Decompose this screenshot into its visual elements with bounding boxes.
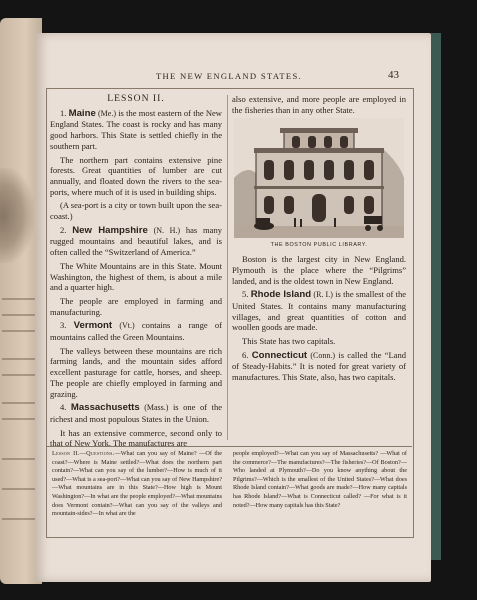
body-paragraph: The northern part contains extensive pine forests. Great quantities of lumber are cut annually, and floated down the rivers to the sea-ports, where much of it is used in building ships. — [50, 154, 222, 197]
boston-library-engraving — [234, 118, 404, 238]
state-name-new-hampshire: New Hampshire — [72, 224, 148, 236]
body-text: contains a range of mountains called the Green Mountains. — [50, 320, 222, 343]
state-abbr: (Conn.) — [310, 350, 336, 360]
section-number: 5. — [242, 289, 249, 300]
state-name-rhode-island: Rhode Island — [250, 289, 312, 301]
new-hampshire-paragraph — [50, 225, 222, 258]
massachusetts-paragraph — [50, 402, 222, 424]
facing-text-fragment — [2, 518, 36, 520]
page-number: 43 — [388, 69, 399, 81]
rhode-island-paragraph — [232, 289, 406, 333]
facing-page-illustration — [0, 168, 34, 263]
body-paragraph: This State has two capitals. — [242, 336, 336, 347]
facing-text-fragment — [2, 418, 36, 420]
right-column — [232, 94, 406, 386]
section-number: 6. — [242, 349, 249, 360]
section-number: 3. — [60, 320, 67, 331]
state-name-maine: Maine — [68, 107, 96, 119]
body-text: is one of the richest and most populous States in the Union. — [50, 402, 223, 424]
body-paragraph: The valleys between these mountains are rich farming lands, and the mountain sides afford excellent pasturage for cattle, horses, and sheep. The people are chiefly employed in farming and grazing. — [50, 345, 222, 399]
questions-left — [52, 450, 222, 519]
state-name-massachusetts: Massachusetts — [70, 402, 140, 414]
questions-text: —What can you say of Maine? —Of the coast?—Where is Maine settled?—What does the northern part contain?—What can you say of the lumber?—How is much of it used?—What is a sea-port?—What can you say of New Hampshire?—What mountains are in this State?—How high is Mount Washington?—In what are the people employed?—What mountains does Vermont contain?—What can you say of the valleys and mountain-sides?—In what are the — [52, 450, 222, 518]
facing-text-fragment — [2, 374, 36, 376]
body-text: is called the “Land of Steady-Habits.” It is noted for great variety of manufactures. This State, also, has two capitals. — [232, 349, 407, 383]
body-text: has many rugged mountains and beautiful lakes, and is often called the “Switzerland of America.” — [50, 224, 222, 258]
facing-text-fragment — [2, 488, 36, 490]
facing-text-fragment — [2, 330, 36, 332]
body-text: is the most eastern of the New England States. The coast is rocky and has many good harbors. This State is settled chiefly in the southern part. — [50, 107, 222, 151]
maine-paragraph — [50, 108, 222, 152]
facing-text-fragment — [2, 298, 36, 300]
state-name-vermont: Vermont — [73, 320, 113, 332]
vermont-paragraph — [50, 320, 222, 342]
state-abbr: (N. H.) — [153, 225, 181, 235]
facing-text-fragment — [2, 458, 36, 460]
section-number: 1. — [60, 107, 67, 118]
book-spine — [431, 33, 441, 560]
running-head: THE NEW ENGLAND STATES. — [155, 71, 302, 81]
questions-heading: Lesson II.—Questions. — [52, 450, 115, 457]
body-text: is the smallest of the United States. It contains many manufacturing villages, and great quantities of cotton and woollen goods are made. — [232, 289, 407, 333]
section-number: 4. — [60, 402, 67, 413]
state-abbr: (Me.) — [98, 108, 116, 118]
left-column — [50, 94, 222, 452]
body-paragraph: The White Mountains are in this State. Mount Washington, the highest of them, is about a mile and a quarter high. — [50, 260, 222, 293]
facing-text-fragment — [2, 402, 36, 404]
lesson-title: LESSON II. — [107, 93, 165, 104]
body-paragraph: The people are employed in farming and manufacturing. — [50, 295, 222, 317]
illustration-caption: THE BOSTON PUBLIC LIBRARY. — [270, 242, 368, 249]
body-paragraph: (A sea-port is a city or town built upon the sea-coast.) — [50, 200, 222, 222]
facing-text-fragment — [2, 314, 36, 316]
section-number: 2. — [60, 224, 67, 235]
state-name-connecticut: Connecticut — [251, 349, 308, 361]
questions-text: people employed?—What can you say of Massachusetts? —What of the commerce?—The manufactures?—The fisheries?—Of Boston?—Who landed at Plymouth?—Do you know anything about the Pilgrims?—Which is the smallest of the United States?—What does Rhode Island contain?—What goods are made?—How many capitals has Rhode Island?—What is Connecticut called? —For what is it noted?—How many capitals has this State? — [233, 450, 407, 509]
questions-right — [233, 450, 407, 510]
state-abbr: (Vt.) — [119, 321, 135, 331]
body-paragraph: Boston is the largest city in New England. Plymouth is the place where the “Pilgrims” landed, and is the oldest town in New England. — [232, 254, 406, 286]
body-paragraph: also extensive, and more people are employed in the fisheries than in any other State. — [232, 94, 406, 115]
column-divider — [227, 95, 228, 440]
body-paragraph: It has an extensive commerce, second only to that of New York. The manufactures are — [50, 427, 222, 449]
state-abbr: (R. I.) — [313, 290, 333, 300]
facing-text-fragment — [2, 358, 36, 360]
state-abbr: (Mass.) — [144, 403, 169, 413]
connecticut-paragraph — [232, 350, 406, 383]
